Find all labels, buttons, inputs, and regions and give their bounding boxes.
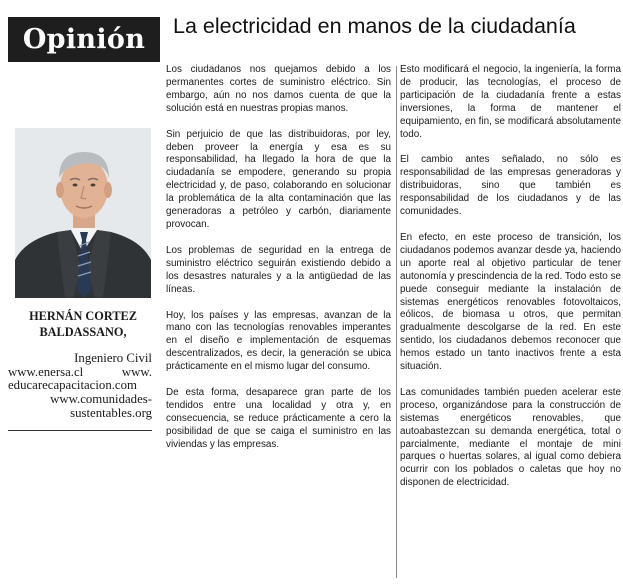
paragraph: En efecto, en este proceso de transición, los ciudadanos podemos avanzar desde ya, haciendo un aporte real al objetivo particular de tener autonomía y prescindencia de la red. Todo esto se puede conseguir mediante la instalación de sistemas energéticos renovables fotovoltaicos, eólicos, de biomasa u otros, que permitan gradualmente descolgarse de la red. En este sentido, los ciudadanos debemos reconocer que hemos estado un tanto inactivos frente a esta situación. — [400, 231, 621, 373]
author-website-comunidades-1[interactable]: www.comunidades- — [50, 392, 152, 407]
paragraph: Hoy, los países y las empresas, avanzan de la mano con las tecnologías renovables imperantes en el diseño e implementación de esquemas descentralizados, es decir, la generación se ubica prácticamente en el mismo lugar del consumo. — [166, 309, 391, 373]
author-website-comunidades-2[interactable]: sustentables.org — [70, 405, 152, 420]
author-websites-line — [8, 366, 152, 380]
author-name — [10, 309, 156, 340]
author-portrait — [15, 128, 151, 298]
paragraph: Esto modificará el negocio, la ingeniería, la forma de producir, las tecnologías, el proceso de participación de la ciudadanía frente a estas inversiones, la forma de mantener el equipamiento, en fin, se modificará absolutamente todo. — [400, 64, 621, 140]
paragraph: El cambio antes señalado, no sólo es responsabilidad de las empresas generadoras y distribuidoras, sino que también es responsabilidad de los ciudadanos y de las comunidades. — [400, 154, 621, 218]
paragraph: Los ciudadanos nos quejamos debido a los permanentes cortes de suministro eléctrico. Sin embargo, aún no nos damos cuenta de que la solución está en nuestras propias manos. — [166, 64, 391, 114]
section-label: Opinión — [8, 17, 160, 62]
author-portrait-image — [15, 128, 151, 298]
article-column-1 — [166, 64, 391, 452]
paragraph: Los problemas de seguridad en la entrega de suministro eléctrico seguirán existiendo debido a los desastres naturales y a la antigüedad de las líneas. — [166, 244, 391, 295]
author-website-enersa[interactable]: www.enersa.cl — [8, 364, 84, 379]
author-name-line1: HERNÁN CORTEZ — [29, 309, 137, 323]
article-column-2 — [400, 64, 621, 490]
column-divider — [396, 66, 397, 578]
author-info — [8, 352, 152, 421]
article-title: La electricidad en manos de la ciudadanía — [173, 14, 576, 38]
author-role: Ingeniero Civil — [74, 351, 152, 365]
author-name-line2: BALDASSANO, — [39, 324, 127, 339]
paragraph: Las comunidades también pueden acelerar este proceso, organizándose para la construcción de sistemas energéticos renovables, que autoabastezcan su demanda energética, total o parcialmente, mediante el montaje de mini parques o huertas solares, al igual como debiera ocurrir con los poblados o caletas que hoy no disponen de electricidad. — [400, 386, 621, 489]
paragraph: De esta forma, desaparece gran parte de los tendidos entre una localidad y otra y, en consecuencia, se reduce prácticamente a cero la posibilidad de que se caiga el suministro en las viviendas y las empresas. — [166, 387, 391, 450]
paragraph: Sin perjuicio de que las distribuidoras, por ley, deben proveer la energía y esa es su responsabilidad, ha llegado la hora de que la ciudadanía se empodere, generando su propia electricidad y, de paso, colaborando en solucionar la problemática de la alta contaminación que las generadoras a petróleo y carbón, diariamente provocan. — [166, 128, 391, 230]
author-website-educare[interactable]: educarecapacitacion.com — [8, 378, 137, 393]
author-divider — [8, 430, 152, 431]
author-website-educare-prefix[interactable]: www. — [121, 364, 152, 379]
